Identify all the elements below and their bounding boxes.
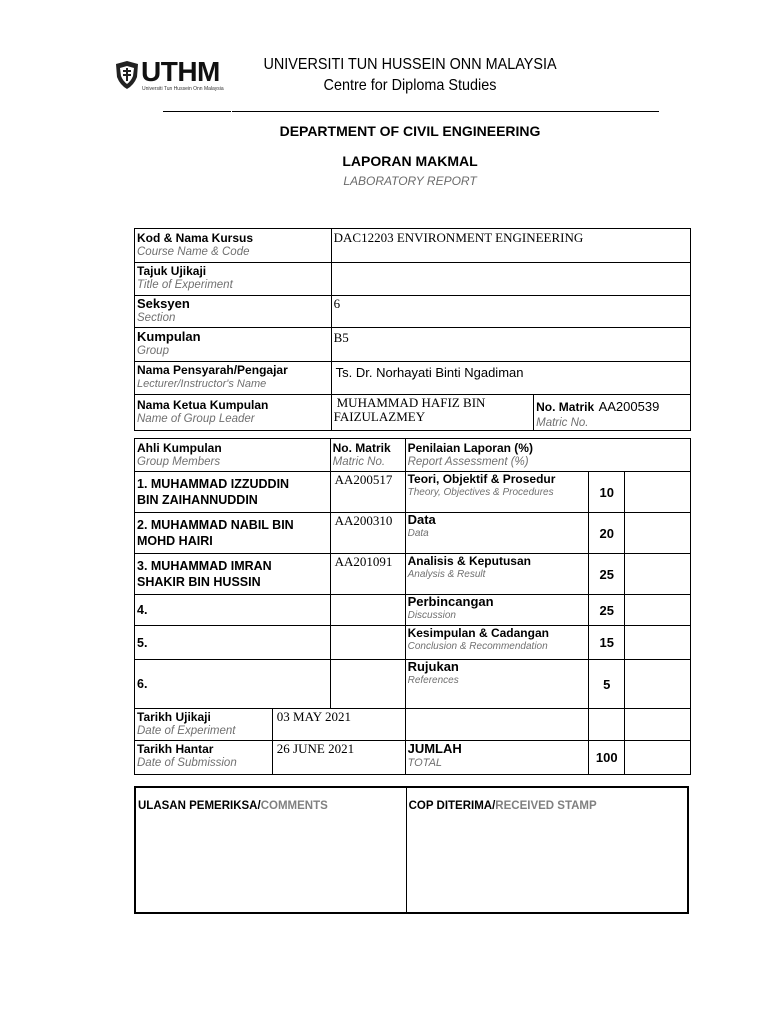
crest-icon xyxy=(114,60,140,90)
stamp-label-en: RECEIVED STAMP xyxy=(495,800,597,812)
date-submission-label-en: Date of Submission xyxy=(137,757,237,769)
criterion-3-marks: 25 xyxy=(589,554,625,595)
member-4-name: 4. xyxy=(135,595,331,626)
total-label: JUMLAH xyxy=(407,741,462,756)
member-1-matric[interactable]: AA200517 xyxy=(330,472,405,513)
group-value[interactable]: B5 xyxy=(331,328,690,362)
matric-header-label: No. Matrik xyxy=(332,441,391,455)
assessment-label-en: Report Assessment (%) xyxy=(407,456,529,468)
header-rule-long xyxy=(232,111,659,112)
course-label-en: Course Name & Code xyxy=(137,246,250,258)
members-header-row xyxy=(135,439,691,472)
criterion-5-score[interactable] xyxy=(625,626,691,660)
date-submission-label: Tarikh Hantar xyxy=(137,742,214,756)
comments-label: ULASAN PEMERIKSA/ xyxy=(138,800,261,812)
member-row-2 xyxy=(135,513,691,554)
blank-cell-c xyxy=(625,709,691,741)
members-label-en: Group Members xyxy=(137,456,221,468)
total-label-en: TOTAL xyxy=(407,757,443,769)
course-row xyxy=(135,229,691,263)
lecturer-label-en: Lecturer/Instructor's Name xyxy=(137,378,267,390)
member-row-5 xyxy=(135,626,691,660)
section-value[interactable]: 6 xyxy=(331,296,690,328)
members-label: Ahli Kumpulan xyxy=(137,441,222,455)
date-experiment-value[interactable]: 03 MAY 2021 xyxy=(272,709,405,741)
criterion-6-score[interactable] xyxy=(625,660,691,709)
leader-matric-value[interactable]: AA200539 xyxy=(598,399,660,414)
member-6-matric[interactable] xyxy=(330,660,405,709)
section-row xyxy=(135,296,691,328)
member-row-3 xyxy=(135,554,691,595)
leader-matric-label: No. Matrik xyxy=(536,400,595,414)
experiment-label-en: Title of Experiment xyxy=(137,279,233,291)
criterion-2-score[interactable] xyxy=(625,513,691,554)
criterion-6-marks: 5 xyxy=(589,660,625,709)
centre-name: Centre for Diploma Studies xyxy=(323,77,497,94)
criterion-2-label-en: Data xyxy=(407,528,429,539)
criterion-4-score[interactable] xyxy=(625,595,691,626)
member-3-name-line1: 3. MUHAMMAD IMRAN xyxy=(137,559,272,573)
leader-label-en: Name of Group Leader xyxy=(137,413,255,425)
date-experiment-row xyxy=(135,709,691,741)
leader-label: Nama Ketua Kumpulan xyxy=(137,398,269,412)
criterion-5-label: Kesimpulan & Cadangan xyxy=(407,626,549,640)
criterion-4-label: Perbincangan xyxy=(407,594,494,609)
leader-name-line2: FAIZULAZMEY xyxy=(333,409,426,424)
experiment-row xyxy=(135,263,691,296)
group-row xyxy=(135,328,691,362)
criterion-1-label: Teori, Objektif & Prosedur xyxy=(407,472,556,486)
group-label: Kumpulan xyxy=(137,329,201,344)
criterion-5-marks: 15 xyxy=(589,626,625,660)
logo-text: UTHM xyxy=(141,56,220,87)
members-assessment-table xyxy=(134,438,691,775)
section-label-en: Section xyxy=(137,312,176,324)
experiment-value[interactable] xyxy=(331,263,690,296)
member-1-name-line1: 1. MUHAMMAD IZZUDDIN xyxy=(137,477,290,491)
logo-tagline: Universiti Tun Hussein Onn Malaysia xyxy=(142,86,224,92)
date-experiment-label-en: Date of Experiment xyxy=(137,725,236,737)
course-value[interactable]: DAC12203 ENVIRONMENT ENGINEERING xyxy=(331,229,690,263)
criterion-2-label: Data xyxy=(407,512,436,527)
member-2-name-line1: 2. MUHAMMAD NABIL BIN xyxy=(137,518,294,532)
criterion-6-label-en: References xyxy=(407,675,459,686)
total-score[interactable] xyxy=(625,741,691,775)
matric-header-label-en: Matric No. xyxy=(332,456,386,468)
report-title-en: LABORATORY REPORT xyxy=(343,174,477,188)
member-row-1 xyxy=(135,472,691,513)
comments-label-en: COMMENTS xyxy=(260,800,328,812)
member-1-name-line2: BIN ZAIHANNUDDIN xyxy=(137,493,258,507)
member-3-matric[interactable]: AA201091 xyxy=(330,554,405,595)
department-title: DEPARTMENT OF CIVIL ENGINEERING xyxy=(279,123,541,139)
member-row-4 xyxy=(135,595,691,626)
criterion-3-label-en: Analysis & Result xyxy=(407,569,486,580)
criterion-4-label-en: Discussion xyxy=(407,610,456,621)
comments-stamp-table xyxy=(134,786,689,914)
criterion-3-label: Analisis & Keputusan xyxy=(407,554,531,568)
member-row-6 xyxy=(135,660,691,709)
leader-matric-label-en: Matric No. xyxy=(536,417,589,429)
date-submission-row xyxy=(135,741,691,775)
section-label: Seksyen xyxy=(137,296,190,311)
leader-name-line1: MUHAMMAD HAFIZ BIN xyxy=(336,395,486,410)
member-4-matric[interactable] xyxy=(330,595,405,626)
stamp-box[interactable] xyxy=(406,787,688,913)
criterion-2-marks: 20 xyxy=(589,513,625,554)
lecturer-row xyxy=(135,362,691,395)
leader-row xyxy=(135,395,691,431)
member-2-name-line2: MOHD HAIRI xyxy=(137,534,213,548)
total-value: 100 xyxy=(589,741,625,775)
blank-cell-b xyxy=(589,709,625,741)
date-submission-value[interactable]: 26 JUNE 2021 xyxy=(272,741,405,775)
member-2-matric[interactable]: AA200310 xyxy=(330,513,405,554)
criterion-1-label-en: Theory, Objectives & Procedures xyxy=(407,487,554,498)
blank-cell-a xyxy=(405,709,589,741)
member-3-name-line2: SHAKIR BIN HUSSIN xyxy=(137,575,261,589)
criterion-1-score[interactable] xyxy=(625,472,691,513)
member-6-name: 6. xyxy=(135,660,331,709)
experiment-label: Tajuk Ujikaji xyxy=(137,264,207,278)
lecturer-label: Nama Pensyarah/Pengajar xyxy=(137,363,288,377)
header-rule-short xyxy=(163,111,231,112)
report-title: LAPORAN MAKMAL xyxy=(342,153,478,169)
comments-box[interactable] xyxy=(135,787,406,913)
assessment-label: Penilaian Laporan (%) xyxy=(407,441,533,455)
leader-value[interactable] xyxy=(331,395,533,431)
criterion-4-marks: 25 xyxy=(589,595,625,626)
group-label-en: Group xyxy=(137,345,169,357)
lecturer-value[interactable]: Ts. Dr. Norhayati Binti Ngadiman xyxy=(331,362,690,395)
date-experiment-label: Tarikh Ujikaji xyxy=(137,710,211,724)
criterion-5-label-en: Conclusion & Recommendation xyxy=(407,641,548,652)
member-5-matric[interactable] xyxy=(330,626,405,660)
member-5-name: 5. xyxy=(135,626,331,660)
criterion-1-marks: 10 xyxy=(589,472,625,513)
stamp-label: COP DITERIMA/ xyxy=(408,800,496,812)
criterion-3-score[interactable] xyxy=(625,554,691,595)
course-label: Kod & Nama Kursus xyxy=(137,231,254,245)
criterion-6-label: Rujukan xyxy=(407,659,459,674)
university-name: UNIVERSITI TUN HUSSEIN ONN MALAYSIA xyxy=(263,56,557,73)
course-info-table xyxy=(134,228,691,431)
